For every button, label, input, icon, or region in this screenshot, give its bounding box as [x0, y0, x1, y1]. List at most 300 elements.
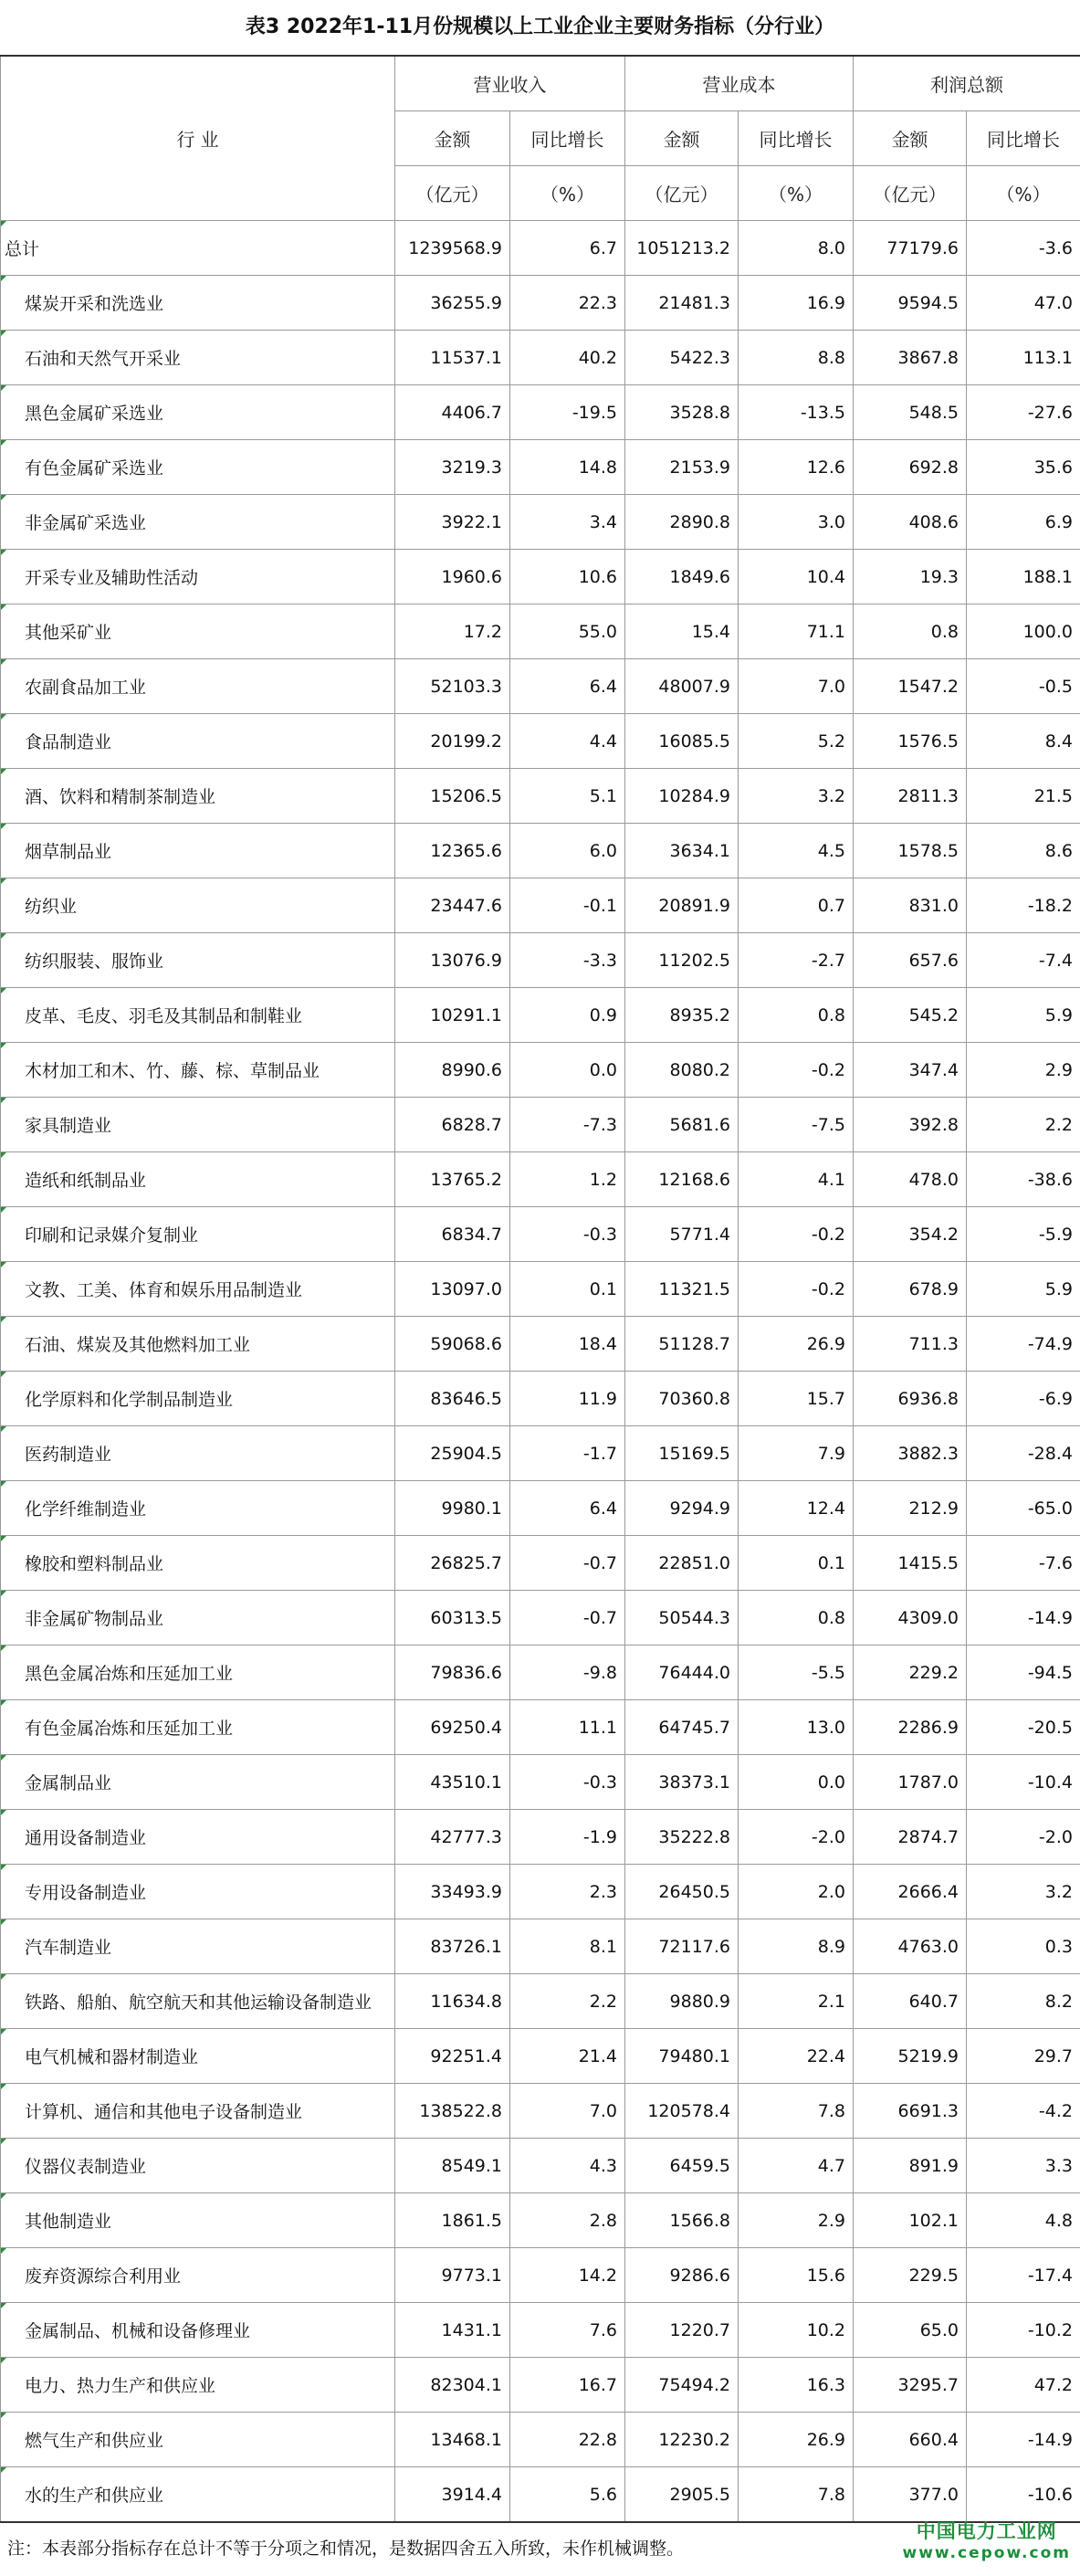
- revenue-amount-cell: 9980.1: [395, 1481, 510, 1536]
- profit-amount-cell: 3295.7: [854, 2358, 967, 2413]
- cost-amount-cell: 5422.3: [625, 331, 739, 385]
- cost-amount-cell: 22851.0: [625, 1536, 739, 1591]
- profit-yoy-header: 同比增长: [967, 111, 1080, 166]
- profit-yoy-cell: -5.9: [967, 1207, 1080, 1262]
- profit-yoy-cell: 47.2: [967, 2358, 1080, 2413]
- cost-amount-cell: 3528.8: [625, 385, 739, 440]
- revenue-amount-cell: 13076.9: [395, 933, 510, 988]
- revenue-amount-cell: 25904.5: [395, 1426, 510, 1481]
- revenue-amount-cell: 1960.6: [395, 550, 510, 605]
- table-title: 表3 2022年1-11月份规模以上工业企业主要财务指标（分行业）: [245, 16, 835, 38]
- profit-yoy-cell: 0.3: [967, 1919, 1080, 1974]
- revenue-yoy-cell: 6.4: [510, 659, 625, 714]
- table-body: [1, 221, 1080, 2523]
- revenue-amount-cell: 60313.5: [395, 1591, 510, 1645]
- industry-name-cell: 印刷和记录媒介复制业: [1, 1207, 395, 1262]
- cost-amount-cell: 2890.8: [625, 495, 739, 550]
- table-row: [1, 1372, 1080, 1426]
- profit-amount-cell: 831.0: [854, 878, 967, 933]
- profit-yoy-cell: 29.7: [967, 2029, 1080, 2084]
- industry-header: 行 业: [1, 56, 395, 221]
- profit-amount-cell: 1578.5: [854, 824, 967, 878]
- revenue-yoy-cell: 11.9: [510, 1372, 625, 1426]
- cost-yoy-cell: -2.0: [739, 1810, 854, 1865]
- revenue-yoy-unit: （%）: [510, 166, 625, 221]
- profit-yoy-cell: -6.9: [967, 1372, 1080, 1426]
- industry-name-cell: 汽车制造业: [1, 1919, 395, 1974]
- revenue-yoy-cell: 55.0: [510, 605, 625, 659]
- revenue-amount-cell: 92251.4: [395, 2029, 510, 2084]
- revenue-yoy-cell: 6.0: [510, 824, 625, 878]
- profit-amount-cell: 9594.5: [854, 276, 967, 331]
- profit-yoy-cell: 47.0: [967, 276, 1080, 331]
- profit-yoy-cell: 6.9: [967, 495, 1080, 550]
- profit-yoy-cell: -20.5: [967, 1700, 1080, 1755]
- revenue-yoy-cell: 2.8: [510, 2193, 625, 2248]
- profit-amount-cell: 77179.6: [854, 221, 967, 276]
- revenue-yoy-cell: -1.9: [510, 1810, 625, 1865]
- cost-amount-cell: 20891.9: [625, 878, 739, 933]
- cost-amount-cell: 50544.3: [625, 1591, 739, 1645]
- table-row: [1, 1810, 1080, 1865]
- cost-amount-cell: 8080.2: [625, 1043, 739, 1098]
- profit-amount-cell: 640.7: [854, 1974, 967, 2029]
- table-row: [1, 1043, 1080, 1098]
- revenue-amount-cell: 13097.0: [395, 1262, 510, 1317]
- revenue-yoy-cell: 0.9: [510, 988, 625, 1043]
- profit-amount-cell: 377.0: [854, 2467, 967, 2523]
- profit-yoy-cell: 5.9: [967, 988, 1080, 1043]
- profit-amount-cell: 212.9: [854, 1481, 967, 1536]
- profit-amount-cell: 891.9: [854, 2139, 967, 2193]
- cost-amount-cell: 51128.7: [625, 1317, 739, 1372]
- cost-amount-cell: 11321.5: [625, 1262, 739, 1317]
- table-row: [1, 1317, 1080, 1372]
- table-row: [1, 2467, 1080, 2523]
- table-row: [1, 605, 1080, 659]
- revenue-yoy-cell: 11.1: [510, 1700, 625, 1755]
- table-row: [1, 1645, 1080, 1700]
- revenue-amount-cell: 83726.1: [395, 1919, 510, 1974]
- site-watermark: [903, 2517, 1072, 2562]
- profit-yoy-cell: -17.4: [967, 2248, 1080, 2303]
- revenue-amount-cell: 3219.3: [395, 440, 510, 495]
- industry-name-cell: 金属制品、机械和设备修理业: [1, 2303, 395, 2358]
- revenue-amount-cell: 11634.8: [395, 1974, 510, 2029]
- revenue-amount-unit: （亿元）: [395, 166, 510, 221]
- table-row: [1, 1755, 1080, 1810]
- revenue-group-header: 营业收入: [395, 56, 625, 111]
- profit-amount-cell: 65.0: [854, 2303, 967, 2358]
- industry-name-cell: 橡胶和塑料制品业: [1, 1536, 395, 1591]
- industry-name-cell: 农副食品加工业: [1, 659, 395, 714]
- revenue-yoy-cell: 14.2: [510, 2248, 625, 2303]
- revenue-amount-cell: 36255.9: [395, 276, 510, 331]
- profit-amount-cell: 2666.4: [854, 1865, 967, 1919]
- table-row: [1, 1262, 1080, 1317]
- profit-yoy-cell: 5.9: [967, 1262, 1080, 1317]
- table-row: [1, 2084, 1080, 2139]
- profit-amount-cell: 545.2: [854, 988, 967, 1043]
- cost-amount-cell: 48007.9: [625, 659, 739, 714]
- profit-yoy-cell: -18.2: [967, 878, 1080, 933]
- revenue-yoy-cell: -0.3: [510, 1207, 625, 1262]
- cost-amount-cell: 9294.9: [625, 1481, 739, 1536]
- industry-name-cell: 水的生产和供应业: [1, 2467, 395, 2523]
- revenue-yoy-cell: 22.8: [510, 2413, 625, 2467]
- table-row: [1, 1536, 1080, 1591]
- industry-name-cell: 有色金属冶炼和压延加工业: [1, 1700, 395, 1755]
- industry-name-cell: 酒、饮料和精制茶制造业: [1, 769, 395, 824]
- revenue-yoy-cell: 40.2: [510, 331, 625, 385]
- cost-yoy-cell: 8.0: [739, 221, 854, 276]
- revenue-amount-cell: 9773.1: [395, 2248, 510, 2303]
- profit-yoy-cell: -10.2: [967, 2303, 1080, 2358]
- cost-yoy-cell: 0.8: [739, 988, 854, 1043]
- industry-name-cell: 电气机械和器材制造业: [1, 2029, 395, 2084]
- revenue-yoy-cell: 4.4: [510, 714, 625, 769]
- revenue-yoy-cell: 7.0: [510, 2084, 625, 2139]
- profit-amount-cell: 6691.3: [854, 2084, 967, 2139]
- profit-amount-cell: 6936.8: [854, 1372, 967, 1426]
- revenue-yoy-cell: -19.5: [510, 385, 625, 440]
- profit-yoy-cell: -7.6: [967, 1536, 1080, 1591]
- profit-amount-cell: 1576.5: [854, 714, 967, 769]
- cost-yoy-cell: 4.5: [739, 824, 854, 878]
- profit-amount-cell: 354.2: [854, 1207, 967, 1262]
- cost-yoy-cell: 12.6: [739, 440, 854, 495]
- profit-amount-cell: 229.2: [854, 1645, 967, 1700]
- table-row: [1, 1591, 1080, 1645]
- profit-yoy-cell: -10.6: [967, 2467, 1080, 2523]
- revenue-amount-cell: 17.2: [395, 605, 510, 659]
- revenue-yoy-cell: 5.1: [510, 769, 625, 824]
- cost-group-header: 营业成本: [625, 56, 854, 111]
- revenue-amount-cell: 8549.1: [395, 2139, 510, 2193]
- cost-amount-cell: 1849.6: [625, 550, 739, 605]
- profit-yoy-unit: （%）: [967, 166, 1080, 221]
- industry-name-cell: 石油和天然气开采业: [1, 331, 395, 385]
- revenue-yoy-cell: 8.1: [510, 1919, 625, 1974]
- revenue-yoy-cell: -9.8: [510, 1645, 625, 1700]
- table-row: [1, 2413, 1080, 2467]
- cost-yoy-cell: 7.0: [739, 659, 854, 714]
- cost-amount-cell: 3634.1: [625, 824, 739, 878]
- table-row: [1, 2029, 1080, 2084]
- table-row: [1, 714, 1080, 769]
- industry-name-cell: 纺织服装、服饰业: [1, 933, 395, 988]
- cost-yoy-cell: 8.9: [739, 1919, 854, 1974]
- industry-name-cell: 黑色金属冶炼和压延加工业: [1, 1645, 395, 1700]
- cost-amount-cell: 75494.2: [625, 2358, 739, 2413]
- cost-yoy-cell: 8.8: [739, 331, 854, 385]
- revenue-amount-cell: 43510.1: [395, 1755, 510, 1810]
- profit-yoy-cell: -38.6: [967, 1152, 1080, 1207]
- revenue-yoy-cell: -7.3: [510, 1098, 625, 1152]
- cost-amount-cell: 15169.5: [625, 1426, 739, 1481]
- revenue-amount-cell: 138522.8: [395, 2084, 510, 2139]
- cost-yoy-cell: -0.2: [739, 1207, 854, 1262]
- profit-yoy-cell: -94.5: [967, 1645, 1080, 1700]
- profit-amount-cell: 2874.7: [854, 1810, 967, 1865]
- revenue-amount-cell: 13468.1: [395, 2413, 510, 2467]
- industry-name-cell: 开采专业及辅助性活动: [1, 550, 395, 605]
- industry-name-cell: 医药制造业: [1, 1426, 395, 1481]
- revenue-yoy-cell: 21.4: [510, 2029, 625, 2084]
- cost-yoy-cell: 12.4: [739, 1481, 854, 1536]
- watermark-name: 中国电力工业网: [916, 2520, 1057, 2542]
- profit-yoy-cell: 4.8: [967, 2193, 1080, 2248]
- revenue-yoy-cell: 3.4: [510, 495, 625, 550]
- table-row: [1, 331, 1080, 385]
- table-row: [1, 988, 1080, 1043]
- table-row: [1, 1865, 1080, 1919]
- cost-yoy-cell: -13.5: [739, 385, 854, 440]
- table-header: [1, 56, 1080, 221]
- industry-name-cell: 通用设备制造业: [1, 1810, 395, 1865]
- revenue-amount-cell: 3914.4: [395, 2467, 510, 2523]
- revenue-yoy-cell: 5.6: [510, 2467, 625, 2523]
- table-row: [1, 1426, 1080, 1481]
- cost-amount-cell: 12168.6: [625, 1152, 739, 1207]
- table-row: [1, 769, 1080, 824]
- cost-yoy-header: 同比增长: [739, 111, 854, 166]
- profit-amount-cell: 3882.3: [854, 1426, 967, 1481]
- profit-yoy-cell: 3.3: [967, 2139, 1080, 2193]
- cost-yoy-cell: -5.5: [739, 1645, 854, 1700]
- table-row: [1, 1207, 1080, 1262]
- industry-name-cell: 专用设备制造业: [1, 1865, 395, 1919]
- industry-name-cell: 其他制造业: [1, 2193, 395, 2248]
- table-row: [1, 1919, 1080, 1974]
- cost-yoy-cell: -7.5: [739, 1098, 854, 1152]
- revenue-yoy-cell: 10.6: [510, 550, 625, 605]
- profit-yoy-cell: -65.0: [967, 1481, 1080, 1536]
- revenue-amount-cell: 52103.3: [395, 659, 510, 714]
- profit-yoy-cell: -4.2: [967, 2084, 1080, 2139]
- footnote: 注：本表部分指标存在总计不等于分项之和情况，是数据四舍五入所致，未作机械调整。: [7, 2539, 685, 2559]
- revenue-amount-cell: 6828.7: [395, 1098, 510, 1152]
- cost-yoy-cell: 3.0: [739, 495, 854, 550]
- cost-amount-cell: 21481.3: [625, 276, 739, 331]
- revenue-yoy-cell: 2.2: [510, 1974, 625, 2029]
- table-row: [1, 550, 1080, 605]
- cost-amount-cell: 5681.6: [625, 1098, 739, 1152]
- cost-yoy-cell: 7.8: [739, 2084, 854, 2139]
- table-row: [1, 2139, 1080, 2193]
- cost-amount-cell: 79480.1: [625, 2029, 739, 2084]
- table-row: [1, 385, 1080, 440]
- table-row: [1, 2248, 1080, 2303]
- revenue-amount-cell: 69250.4: [395, 1700, 510, 1755]
- cost-yoy-cell: 2.0: [739, 1865, 854, 1919]
- cost-yoy-cell: -0.2: [739, 1043, 854, 1098]
- table-row: [1, 2358, 1080, 2413]
- revenue-yoy-cell: -0.7: [510, 1536, 625, 1591]
- revenue-yoy-cell: 2.3: [510, 1865, 625, 1919]
- table-row: [1, 659, 1080, 714]
- cost-yoy-cell: 2.1: [739, 1974, 854, 2029]
- cost-yoy-cell: 16.3: [739, 2358, 854, 2413]
- revenue-amount-cell: 12365.6: [395, 824, 510, 878]
- profit-yoy-cell: -14.9: [967, 1591, 1080, 1645]
- cost-yoy-cell: 71.1: [739, 605, 854, 659]
- revenue-amount-cell: 13765.2: [395, 1152, 510, 1207]
- profit-amount-cell: 4763.0: [854, 1919, 967, 1974]
- profit-yoy-cell: -2.0: [967, 1810, 1080, 1865]
- profit-amount-header: 金额: [854, 111, 967, 166]
- cost-amount-cell: 8935.2: [625, 988, 739, 1043]
- financial-indicators-table: [0, 55, 1080, 2523]
- cost-yoy-cell: -2.7: [739, 933, 854, 988]
- industry-name-cell: 石油、煤炭及其他燃料加工业: [1, 1317, 395, 1372]
- revenue-amount-cell: 3922.1: [395, 495, 510, 550]
- profit-amount-cell: 1547.2: [854, 659, 967, 714]
- revenue-yoy-cell: 14.8: [510, 440, 625, 495]
- revenue-yoy-cell: -1.7: [510, 1426, 625, 1481]
- profit-yoy-cell: 35.6: [967, 440, 1080, 495]
- cost-yoy-cell: -0.2: [739, 1262, 854, 1317]
- cost-yoy-cell: 5.2: [739, 714, 854, 769]
- profit-amount-cell: 692.8: [854, 440, 967, 495]
- revenue-amount-cell: 82304.1: [395, 2358, 510, 2413]
- cost-amount-cell: 38373.1: [625, 1755, 739, 1810]
- profit-yoy-cell: 8.4: [967, 714, 1080, 769]
- table-row: [1, 1700, 1080, 1755]
- industry-name-cell: 化学原料和化学制品制造业: [1, 1372, 395, 1426]
- cost-amount-cell: 15.4: [625, 605, 739, 659]
- revenue-amount-cell: 79836.6: [395, 1645, 510, 1700]
- industry-name-cell: 化学纤维制造业: [1, 1481, 395, 1536]
- table-row: [1, 878, 1080, 933]
- profit-amount-cell: 229.5: [854, 2248, 967, 2303]
- cost-yoy-cell: 0.1: [739, 1536, 854, 1591]
- revenue-yoy-cell: -3.3: [510, 933, 625, 988]
- industry-name-cell: 木材加工和木、竹、藤、棕、草制品业: [1, 1043, 395, 1098]
- cost-amount-unit: （亿元）: [625, 166, 739, 221]
- profit-amount-cell: 392.8: [854, 1098, 967, 1152]
- profit-yoy-cell: -27.6: [967, 385, 1080, 440]
- cost-amount-cell: 76444.0: [625, 1645, 739, 1700]
- revenue-yoy-cell: 16.7: [510, 2358, 625, 2413]
- revenue-amount-cell: 10291.1: [395, 988, 510, 1043]
- table-row: [1, 495, 1080, 550]
- industry-name-cell: 皮革、毛皮、羽毛及其制品和制鞋业: [1, 988, 395, 1043]
- profit-amount-cell: 1415.5: [854, 1536, 967, 1591]
- cost-amount-cell: 1051213.2: [625, 221, 739, 276]
- cost-yoy-cell: 10.2: [739, 2303, 854, 2358]
- profit-amount-cell: 408.6: [854, 495, 967, 550]
- revenue-amount-cell: 15206.5: [395, 769, 510, 824]
- profit-yoy-cell: -7.4: [967, 933, 1080, 988]
- cost-amount-cell: 11202.5: [625, 933, 739, 988]
- table-row: [1, 440, 1080, 495]
- revenue-yoy-cell: 1.2: [510, 1152, 625, 1207]
- revenue-yoy-cell: 4.3: [510, 2139, 625, 2193]
- table-row: [1, 1974, 1080, 2029]
- revenue-yoy-cell: 18.4: [510, 1317, 625, 1372]
- table-row: [1, 276, 1080, 331]
- profit-yoy-cell: 2.9: [967, 1043, 1080, 1098]
- cost-yoy-cell: 2.9: [739, 2193, 854, 2248]
- cost-amount-cell: 9880.9: [625, 1974, 739, 2029]
- cost-yoy-cell: 7.9: [739, 1426, 854, 1481]
- industry-name-cell: 非金属矿物制品业: [1, 1591, 395, 1645]
- industry-name-cell: 家具制造业: [1, 1098, 395, 1152]
- profit-amount-cell: 3867.8: [854, 331, 967, 385]
- profit-amount-cell: 657.6: [854, 933, 967, 988]
- revenue-yoy-cell: -0.3: [510, 1755, 625, 1810]
- cost-yoy-cell: 22.4: [739, 2029, 854, 2084]
- profit-amount-cell: 0.8: [854, 605, 967, 659]
- revenue-amount-cell: 1861.5: [395, 2193, 510, 2248]
- cost-yoy-cell: 13.0: [739, 1700, 854, 1755]
- revenue-amount-cell: 1239568.9: [395, 221, 510, 276]
- profit-amount-cell: 478.0: [854, 1152, 967, 1207]
- profit-amount-cell: 102.1: [854, 2193, 967, 2248]
- industry-name-cell: 燃气生产和供应业: [1, 2413, 395, 2467]
- profit-yoy-cell: 188.1: [967, 550, 1080, 605]
- cost-yoy-cell: 0.8: [739, 1591, 854, 1645]
- revenue-amount-cell: 59068.6: [395, 1317, 510, 1372]
- table-row: [1, 1152, 1080, 1207]
- profit-group-header: 利润总额: [854, 56, 1080, 111]
- profit-amount-cell: 2286.9: [854, 1700, 967, 1755]
- industry-name-cell: 仪器仪表制造业: [1, 2139, 395, 2193]
- revenue-amount-cell: 6834.7: [395, 1207, 510, 1262]
- profit-yoy-cell: 3.2: [967, 1865, 1080, 1919]
- revenue-amount-cell: 1431.1: [395, 2303, 510, 2358]
- cost-amount-cell: 12230.2: [625, 2413, 739, 2467]
- profit-amount-cell: 5219.9: [854, 2029, 967, 2084]
- table-row: [1, 1098, 1080, 1152]
- cost-amount-cell: 1220.7: [625, 2303, 739, 2358]
- watermark-url: www.cepow.com: [902, 2544, 1071, 2562]
- cost-yoy-cell: 26.9: [739, 2413, 854, 2467]
- cost-yoy-cell: 10.4: [739, 550, 854, 605]
- revenue-yoy-cell: -0.7: [510, 1591, 625, 1645]
- profit-amount-cell: 2811.3: [854, 769, 967, 824]
- cost-amount-cell: 9286.6: [625, 2248, 739, 2303]
- revenue-amount-cell: 4406.7: [395, 385, 510, 440]
- industry-name-cell: 有色金属矿采选业: [1, 440, 395, 495]
- revenue-yoy-cell: 0.1: [510, 1262, 625, 1317]
- industry-name-cell: 食品制造业: [1, 714, 395, 769]
- profit-yoy-cell: 8.6: [967, 824, 1080, 878]
- revenue-yoy-cell: 6.7: [510, 221, 625, 276]
- industry-name-cell: 总计: [1, 221, 395, 276]
- industry-name-cell: 废弃资源综合利用业: [1, 2248, 395, 2303]
- revenue-amount-cell: 42777.3: [395, 1810, 510, 1865]
- revenue-yoy-header: 同比增长: [510, 111, 625, 166]
- cost-yoy-cell: 16.9: [739, 276, 854, 331]
- cost-yoy-cell: 0.7: [739, 878, 854, 933]
- revenue-amount-cell: 11537.1: [395, 331, 510, 385]
- profit-yoy-cell: 21.5: [967, 769, 1080, 824]
- total-row: [1, 221, 1080, 276]
- cost-yoy-cell: 15.7: [739, 1372, 854, 1426]
- industry-name-cell: 煤炭开采和洗选业: [1, 276, 395, 331]
- cost-amount-cell: 1566.8: [625, 2193, 739, 2248]
- profit-amount-cell: 1787.0: [854, 1755, 967, 1810]
- cost-amount-cell: 26450.5: [625, 1865, 739, 1919]
- cost-amount-cell: 2153.9: [625, 440, 739, 495]
- cost-yoy-cell: 26.9: [739, 1317, 854, 1372]
- revenue-amount-cell: 33493.9: [395, 1865, 510, 1919]
- industry-name-cell: 纺织业: [1, 878, 395, 933]
- revenue-yoy-cell: 7.6: [510, 2303, 625, 2358]
- profit-yoy-cell: -28.4: [967, 1426, 1080, 1481]
